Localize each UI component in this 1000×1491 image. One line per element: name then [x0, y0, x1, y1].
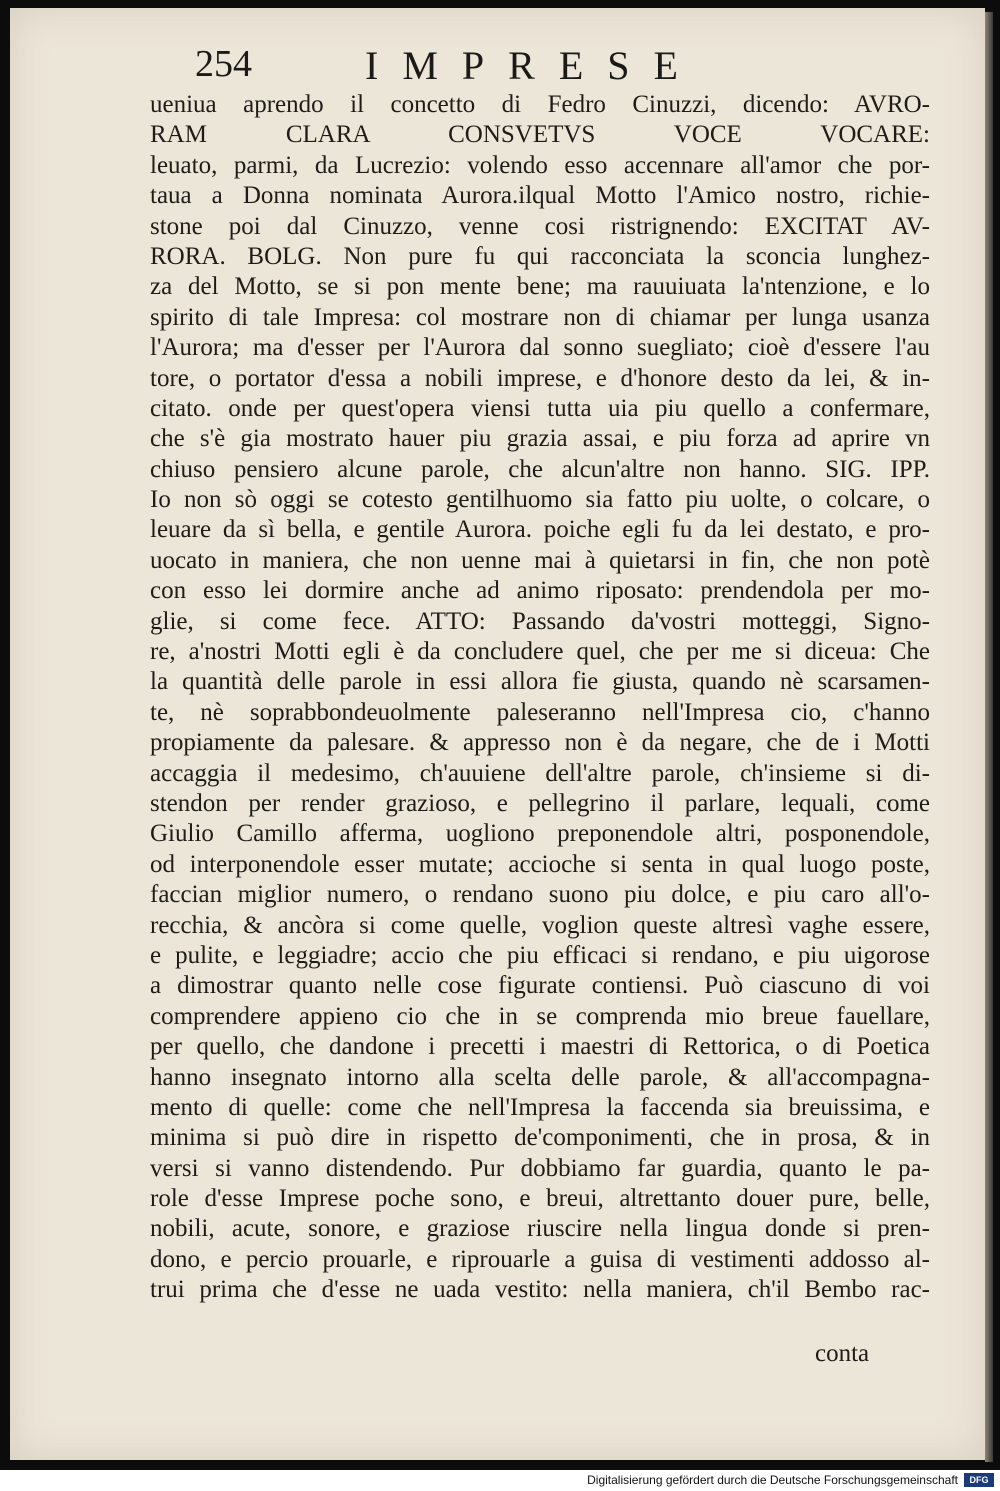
text-line: minima si può dire in rispetto de'componimenti, che in prosa, & in [150, 1124, 930, 1152]
text-line: te, nè soprabbondeuolmente paleseranno nell'Impresa cio, c'hanno [150, 698, 930, 726]
text-line: RAM CLARA CONSVETVS VOCE VOCARE: [150, 121, 930, 149]
text-line: la quantità delle parole in essi allora fie giusta, quando nè scarsamen- [150, 668, 930, 696]
text-line: l'Aurora; ma d'esser per l'Aurora dal sonno suegliato; cioè d'essere l'au [150, 334, 930, 362]
text-line: accaggia il medesimo, ch'auuiene dell'altre parole, ch'insieme si di- [150, 759, 930, 787]
page-edge [985, 12, 993, 1462]
text-line: Giulio Camillo afferma, uogliono preponendole altri, posponendole, [150, 820, 930, 848]
text-line: spirito di tale Impresa: col mostrare non di chiamar per lunga usanza [150, 303, 930, 331]
page-number: 254 [195, 43, 252, 85]
footer-bar [0, 1470, 1000, 1491]
text-line: hanno insegnato intorno alla scelta delle parole, & all'accompagna- [150, 1063, 930, 1091]
text-line: chiuso pensiero alcune parole, che alcun'altre non hanno. SIG. IPP. [150, 455, 930, 483]
text-line: role d'esse Imprese poche sono, e breui, altrettanto douer pure, belle, [150, 1185, 930, 1213]
text-line: od interponendole esser mutate; accioche si senta in qual luogo poste, [150, 850, 930, 878]
text-line: trui prima che d'esse ne uada vestito: nella maniera, ch'il Bembo rac- [150, 1276, 930, 1304]
text-line: RORA. BOLG. Non pure fu qui racconciata la sconcia lunghez- [150, 242, 930, 270]
text-line: tore, o portator d'essa a nobili imprese, e d'honore desto da lei, & in- [150, 364, 930, 392]
text-line: versi si vanno distendendo. Pur dobbiamo far guardia, quanto le pa- [150, 1154, 930, 1182]
text-line: leuare da sì bella, e gentile Aurora. poiche egli fu da lei destato, e pro- [150, 516, 930, 544]
text-line: stone poi dal Cinuzzo, venne cosi ristrignendo: EXCITAT AV- [150, 212, 930, 240]
footer-credit: Digitalisierung gefördert durch die Deutsche Forschungsgemeinschaft [587, 1473, 958, 1487]
page-header [195, 42, 755, 94]
dfg-logo: DFG [964, 1473, 994, 1487]
text-line: citato. onde per quest'opera viensi tutta uia piu quello a confermare, [150, 394, 930, 422]
text-line: comprendere appieno cio che in se comprenda mio breue fauellare, [150, 1002, 930, 1030]
running-title: IMPRESE [365, 43, 702, 88]
text-line: faccian miglior numero, o rendano suono piu dolce, e piu caro all'o- [150, 881, 930, 909]
catchword: conta [815, 1340, 870, 1367]
text-line: con esso lei dormire anche ad animo riposato: prendendola per mo- [150, 577, 930, 605]
text-line: nobili, acute, sonore, e graziose riuscire nella lingua donde si pren- [150, 1215, 930, 1243]
text-line: glie, si come fece. ATTO: Passando da'vostri motteggi, Signo- [150, 607, 930, 635]
text-line: propiamente da palesare. & appresso non è da negare, che de i Motti [150, 729, 930, 757]
text-line: e pulite, e leggiadre; accio che piu efficaci si rendano, e piu uigorose [150, 941, 930, 969]
text-line: leuato, parmi, da Lucrezio: volendo esso accennare all'amor che por- [150, 151, 930, 179]
text-line: dono, e percio prouarle, e riprouarle a guisa di vestimenti addosso al- [150, 1245, 930, 1273]
text-line: za del Motto, se si pon mente bene; ma rauuiuata la'ntenzione, e lo [150, 273, 930, 301]
text-line: taua a Donna nominata Aurora.ilqual Motto l'Amico nostro, richie- [150, 182, 930, 210]
text-line: per quello, che dandone i precetti i maestri di Rettorica, o di Poetica [150, 1033, 930, 1061]
body-text [150, 90, 930, 1306]
text-line: ueniua aprendo il concetto di Fedro Cinuzzi, dicendo: AVRO- [150, 91, 930, 118]
text-line: recchia, & ancòra si come quelle, voglion queste altresì vaghe essere, [150, 911, 930, 939]
text-line: Io non sò oggi se cotesto gentilhuomo sia fatto piu uolte, o colcare, o [150, 486, 930, 514]
text-line: stendon per render grazioso, e pellegrino il parlare, lequali, come [150, 789, 930, 817]
text-line: a dimostrar quanto nelle cose figurate contiensi. Può ciascuno di voi [150, 972, 930, 1000]
text-line: uocato in maniera, che non uenne mai à quietarsi in fin, che non potè [150, 546, 930, 574]
text-line: che s'è gia mostrato hauer piu grazia assai, e piu forza ad aprire vn [150, 425, 930, 453]
text-line: mento di quelle: come che nell'Impresa la faccenda sia breuissima, e [150, 1093, 930, 1121]
text-line: re, a'nostri Motti egli è da concludere quel, che per me si diceua: Che [150, 638, 930, 666]
